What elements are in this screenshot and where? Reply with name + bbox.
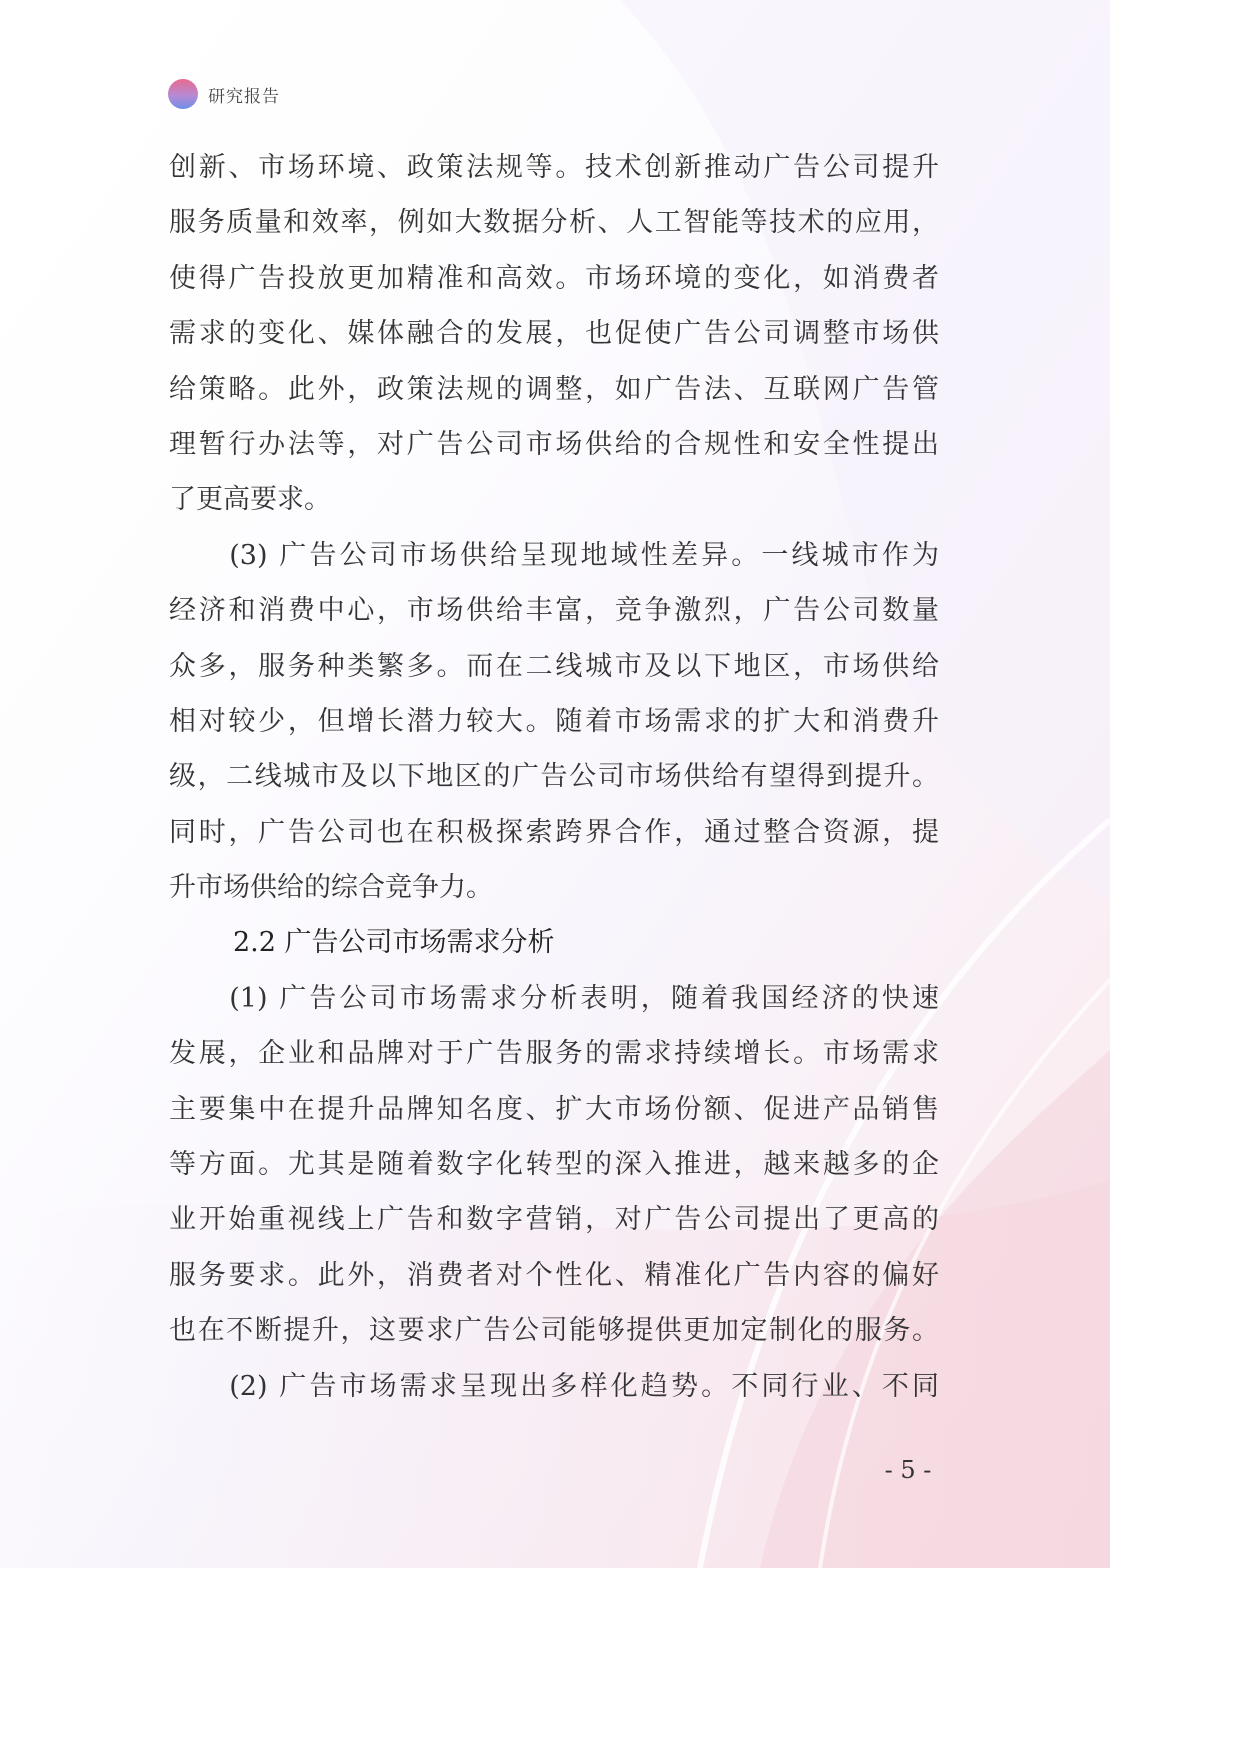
report-header <box>168 78 280 110</box>
body-line: 同时，广告公司也在积极探索跨界合作，通过整合资源，提 <box>169 816 939 848</box>
body-line: 服务要求。此外，消费者对个性化、精准化广告内容的偏好 <box>169 1259 939 1291</box>
body-line: (3) 广告公司市场供给呈现地域性差异。一线城市作为 <box>169 539 939 571</box>
body-line: 给策略。此外，政策法规的调整，如广告法、互联网广告管 <box>169 373 939 405</box>
body-line: 等方面。尤其是随着数字化转型的深入推进，越来越多的企 <box>169 1149 939 1181</box>
body-line: (1) 广告公司市场需求分析表明，随着我国经济的快速 <box>169 982 939 1014</box>
body-line: 服务质量和效率，例如大数据分析、人工智能等技术的应用， <box>169 207 939 239</box>
body-line: (2) 广告市场需求呈现出多样化趋势。不同行业、不同 <box>169 1370 939 1402</box>
body-text <box>169 140 939 1414</box>
body-line: 使得广告投放更加精准和高效。市场环境的变化，如消费者 <box>169 262 939 294</box>
body-line: 了更高要求。 <box>169 484 331 516</box>
body-line: 需求的变化、媒体融合的发展，也促使广告公司调整市场供 <box>169 318 939 350</box>
report-header-label: 研究报告 <box>208 86 280 107</box>
section-heading: 2.2 广告公司市场需求分析 <box>233 927 555 959</box>
body-line: 经济和消费中心，市场供给丰富，竞争激烈，广告公司数量 <box>169 595 939 627</box>
body-line: 理暂行办法等，对广告公司市场供给的合规性和安全性提出 <box>169 428 939 460</box>
body-line: 升市场供给的综合竞争力。 <box>169 872 493 904</box>
body-line: 众多，服务种类繁多。而在二线城市及以下地区，市场供给 <box>169 650 939 682</box>
body-line: 创新、市场环境、政策法规等。技术创新推动广告公司提升 <box>169 152 939 183</box>
body-line: 也在不断提升，这要求广告公司能够提供更加定制化的服务。 <box>169 1315 939 1347</box>
body-line: 级，二线城市及以下地区的广告公司市场供给有望得到提升。 <box>169 761 939 793</box>
body-line: 业开始重视线上广告和数字营销，对广告公司提出了更高的 <box>169 1204 939 1236</box>
body-line: 相对较少，但增长潜力较大。随着市场需求的扩大和消费升 <box>169 705 939 737</box>
body-line: 发展，企业和品牌对于广告服务的需求持续增长。市场需求 <box>169 1038 939 1070</box>
body-line: 主要集中在提升品牌知名度、扩大市场份额、促进产品销售 <box>169 1093 939 1125</box>
report-logo-icon <box>168 79 198 109</box>
page-number: - 5 - <box>884 1456 932 1484</box>
